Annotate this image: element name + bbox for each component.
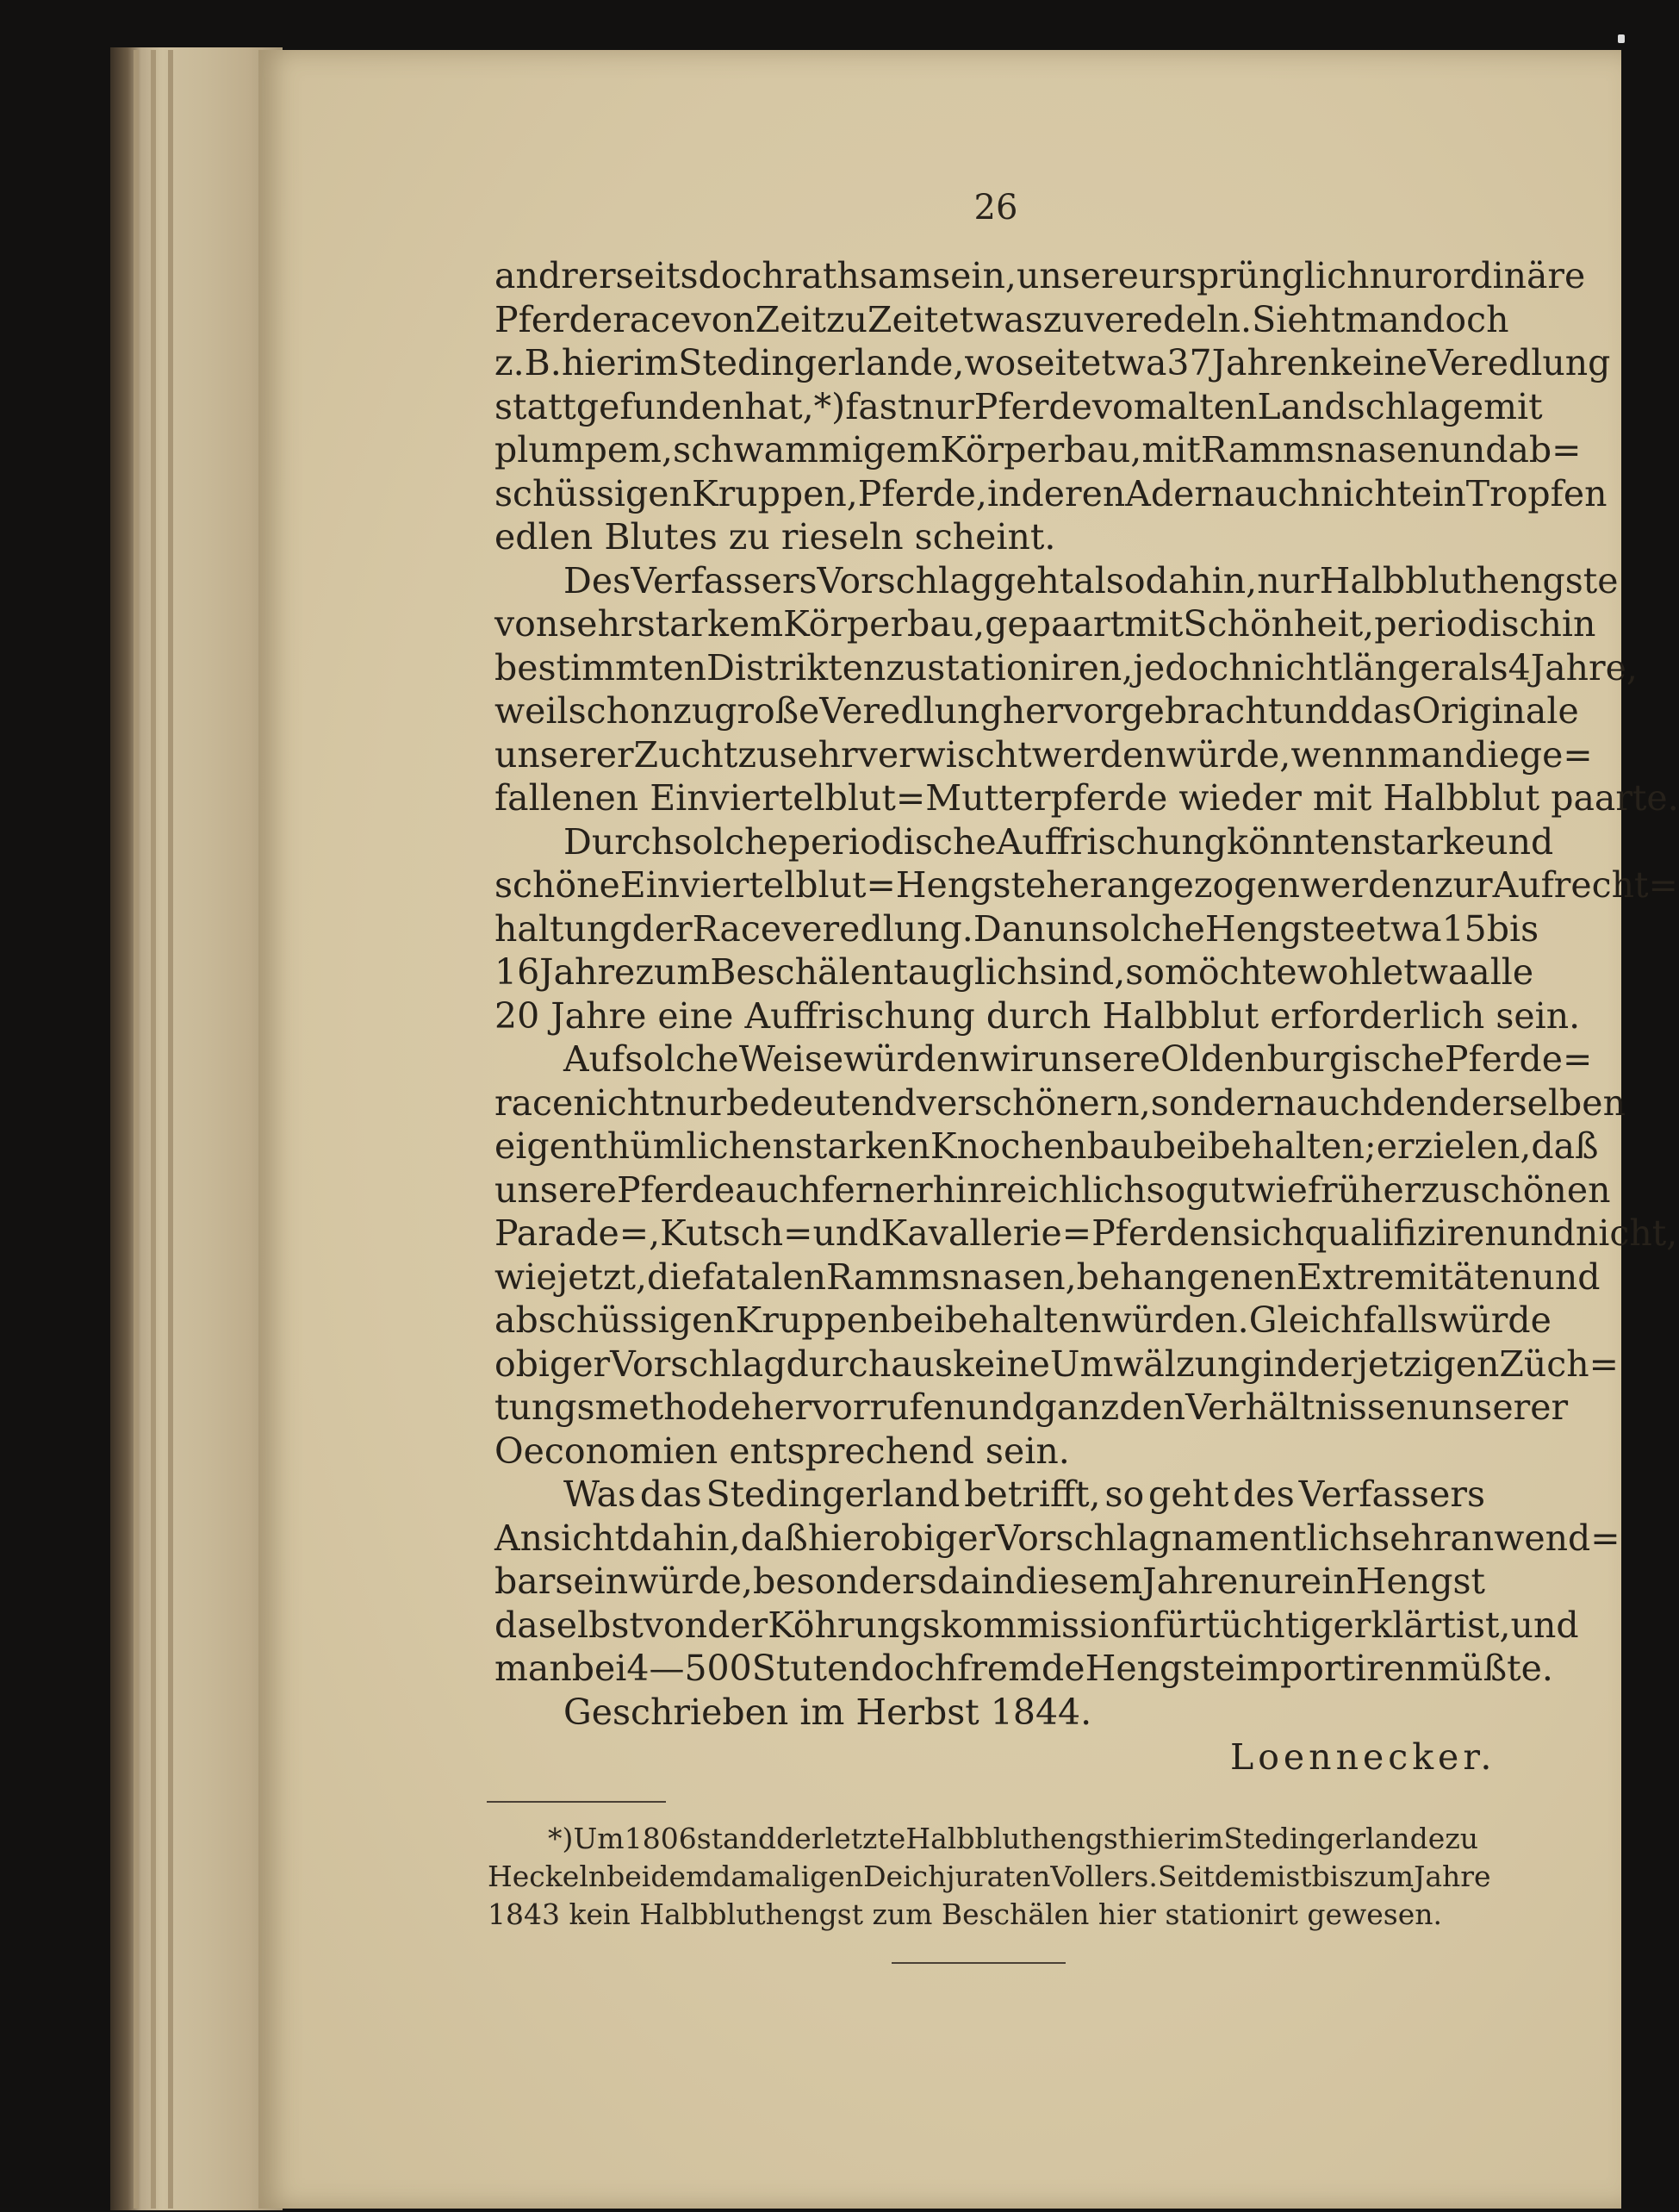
text-line: von sehr starkem Körperbau, gepaart mit Schönheit, periodisch in (494, 603, 1596, 645)
text-line: Durch solche periodische Auffrischung könnten starke und (563, 820, 1554, 863)
text-line: wie jetzt, die fatalen Rammsnasen, behangenen Extremitäten und (494, 1256, 1601, 1298)
text-line: z. B. hier im Stedingerlande, wo seit etwa 37 Jahren keine Veredlung (494, 342, 1611, 383)
author-signature: Loennecker. (1230, 1736, 1496, 1778)
footnote-line: *) Um 1806 stand der letzte Halbbluthengst hier im Stedingerlande zu (548, 1822, 1478, 1855)
text-line: unsere Pferde auch fernerhin reichlich so gut wie früher zu schönen (494, 1168, 1611, 1211)
footnote (488, 1820, 1491, 1934)
text-line: weil schon zu große Veredlung hervorgebracht und das Originale (494, 690, 1579, 732)
text-line: edlen Blutes zu rieseln scheint. (494, 516, 1056, 558)
text-line: Ansicht dahin, daß hier obiger Vorschlag namentlich sehr anwend= (494, 1517, 1620, 1559)
text-line: Auf solche Weise würden wir unsere Oldenburgische Pferde= (563, 1038, 1593, 1080)
text-line: haltung der Raceveredlung. Da nun solche Hengste etwa 15 bis (494, 907, 1539, 950)
text-line: plumpem, schwammigem Körperbau, mit Rammsnasen und ab= (494, 429, 1582, 470)
text-line: Was das Stedingerland betrifft, so geht des Verfassers (563, 1474, 1485, 1515)
text-line: man bei 4—500 Stuten doch fremde Hengste importiren müßte. (494, 1648, 1553, 1689)
footnote-divider (487, 1801, 666, 1803)
page-stack-edge (151, 50, 156, 2209)
text-line: daselbst von der Köhrungskommission für tüchtig erklärt ist, und (494, 1604, 1579, 1646)
page-stack-edge (168, 50, 173, 2209)
text-line: tungsmethode hervorrufen und ganz den Verhältnissen unserer (494, 1386, 1569, 1428)
text-line: andrerseits doch rathsam sein, unsere ursprünglich nur ordinäre (494, 255, 1586, 296)
text-line: obiger Vorschlag durchaus keine Umwälzung in der jetzigen Züch= (494, 1343, 1620, 1385)
text-line: fallenen Einviertelblut=Mutterpferde wieder mit Halbblut paarte. (494, 777, 1679, 819)
text-line: abschüssigen Kruppen beibehalten würden. Gleichfalls würde (494, 1299, 1552, 1341)
main-text (494, 254, 1679, 1734)
text-line: Oeconomien entsprechend sein. (494, 1430, 1070, 1472)
footnote-line: 1843 kein Halbbluthengst zum Beschälen hier stationirt gewesen. (488, 1897, 1442, 1931)
dateline: Geschrieben im Herbst 1844. (563, 1691, 1092, 1733)
text-line: 16 Jahre zum Beschälen tauglich sind, so möchte wohl etwa alle (494, 951, 1534, 993)
footnote-line: Heckeln bei dem damaligen Deichjuraten Vollers. Seitdem ist bis zum Jahre (488, 1860, 1491, 1893)
text-line: Parade=, Kutsch= und Kavallerie=Pferden sich qualifiziren und nicht, (494, 1212, 1678, 1254)
text-line: bestimmten Distrikten zu stationiren, jedoch nicht länger als 4 Jahre, (494, 646, 1638, 689)
text-line: race nicht nur bedeutend verschönern, sondern auch den derselben (494, 1081, 1626, 1124)
scan-marker (1618, 34, 1625, 43)
text-line: stattgefunden hat,*) fast nur Pferde vom alten Landschlage mit (494, 385, 1543, 427)
text-line: eigenthümlichen starken Knochenbau beibehalten; erzielen, daß (494, 1125, 1599, 1167)
text-line: 20 Jahre eine Auffrischung durch Halbblut erforderlich sein. (494, 994, 1581, 1037)
text-line: Des Verfassers Vorschlag geht also dahin, nur Halbbluthengste (563, 559, 1619, 601)
text-line: bar sein würde, besonders da in diesem Jahre nur ein Hengst (494, 1561, 1485, 1602)
end-divider (892, 1962, 1066, 1964)
text-line: schüssigen Kruppen, Pferde, in deren Adern auch nicht ein Tropfen (494, 472, 1607, 514)
page-number: 26 (973, 188, 1018, 227)
page-stack-edge (134, 50, 139, 2209)
text-line: schöne Einviertelblut=Hengste herangezogen werden zur Aufrecht= (494, 864, 1678, 906)
text-line: Pferderace von Zeit zu Zeit etwas zu veredeln. Sieht man doch (494, 298, 1509, 340)
text-line: unserer Zucht zu sehr verwischt werden würde, wenn man die ge= (494, 733, 1593, 776)
